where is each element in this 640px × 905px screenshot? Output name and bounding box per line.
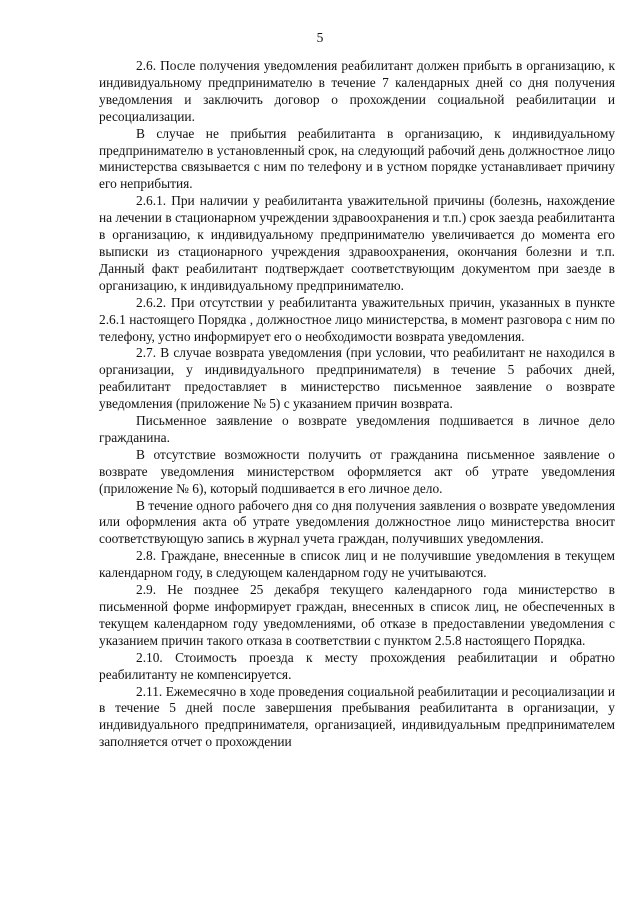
- paragraph-2-11: 2.11. Ежемесячно в ходе проведения социальной реабилитации и ресоциализации и в течение 5 дней после завершения пребывания реабилитанта в организации, у индивидуального предпринимателя, организацией, индивидуальным предпринимателем заполняется отчет о прохождении: [99, 683, 615, 750]
- page-number: 5: [316, 30, 324, 45]
- paragraph-journal-entry: В течение одного рабочего дня со дня получения заявления о возврате уведомления или оформления акта об утрате уведомления должностное лицо министерства вносит соответствующую запись в журнал учета граждан, получивших уведомления.: [99, 497, 615, 547]
- paragraph-2-8: 2.8. Граждане, внесенные в список лиц и не получившие уведомления в текущем календарном году, в следующем календарном году не учитываются.: [99, 548, 615, 581]
- paragraph-2-6-1: 2.6.1. При наличии у реабилитанта уважительной причины (болезнь, нахождение на лечении в стационарном учреждении здравоохранения и т.п.) срок заезда реабилитанта в организацию, к индивидуальному предпринимателю увеличивается до момента его выписки из стационарного учреждения здравоохранения, окончания болезни и т.п. Данный факт реабилитант подтверждает соответствующим документом при заезде в организацию, к индивидуальному предпринимателю.: [99, 193, 615, 293]
- paragraph-2-9: 2.9. Не позднее 25 декабря текущего календарного года министерство в письменной форме информирует граждан, внесенных в список лиц, не обеспеченных в текущем календарном году уведомлениями, об отказе в предоставлении уведомления с указанием причин такого отказа в соответствии с пунктом 2.5.8 настоящего Порядка.: [99, 582, 615, 648]
- document-body: [99, 58, 615, 751]
- paragraph-2-7: 2.7. В случае возврата уведомления (при условии, что реабилитант не находился в организации, у индивидуального предпринимателя) в течение 5 рабочих дней, реабилитант предоставляет в министерство письменное заявление о возврате уведомления (приложение № 5) с указанием причин возврата.: [99, 345, 615, 412]
- paragraph-2-6: 2.6. После получения уведомления реабилитант должен прибыть в организацию, к индивидуальному предпринимателю в течение 7 календарных дней со дня получения уведомления и заключить договор о прохождении социальной реабилитации и ресоциализации.: [99, 58, 615, 124]
- paragraph-non-arrival: В случае не прибытия реабилитанта в организацию, к индивидуальному предпринимателю в установленный срок, на следующий рабочий день должностное лицо министерства связывается с ним по телефону и в устном порядке устанавливает причину его неприбытия.: [99, 125, 615, 192]
- paragraph-loss-act: В отсутствие возможности получить от гражданина письменное заявление о возврате уведомления министерством оформляется акт об утрате уведомления (приложение № 6), который подшивается в его личное дело.: [99, 446, 615, 496]
- paragraph-2-6-2: 2.6.2. При отсутствии у реабилитанта уважительных причин, указанных в пункте 2.6.1 настоящего Порядка , должностное лицо министерства, в момент разговора с ним по телефону, устно информирует его о необходимости возврата уведомления.: [99, 294, 615, 344]
- paragraph-written-statement: Письменное заявление о возврате уведомления подшивается в личное дело гражданина.: [99, 413, 615, 445]
- paragraph-2-10: 2.10. Стоимость проезда к месту прохождения реабилитации и обратно реабилитанту не компенсируется.: [99, 649, 615, 682]
